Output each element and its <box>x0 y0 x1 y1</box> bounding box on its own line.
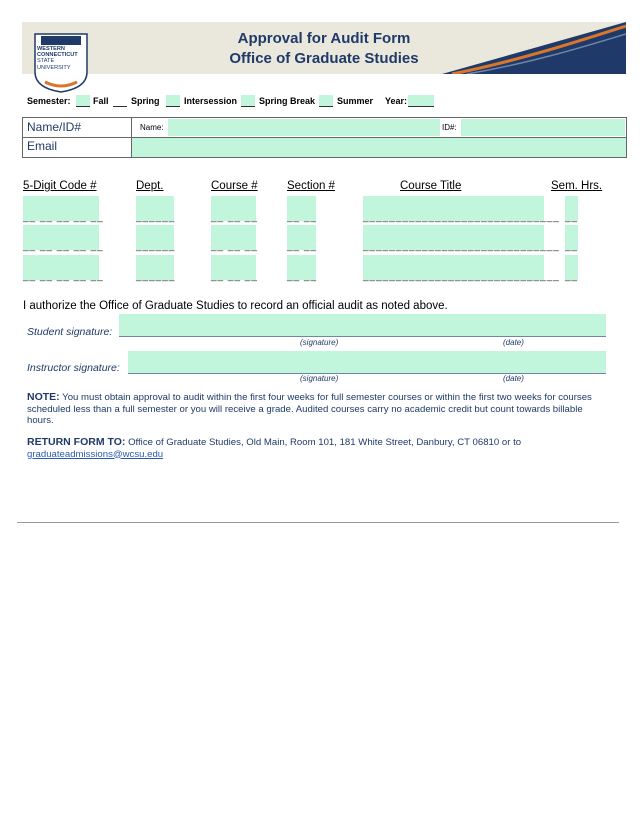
semester-label: Semester: <box>27 96 71 106</box>
student-info-table <box>22 117 627 158</box>
dept-input[interactable]: ______ <box>136 255 174 280</box>
return-form-paragraph <box>27 437 602 460</box>
logo-wordmark: WESTERN CONNECTICUT STATE UNIVERSITY <box>37 46 78 71</box>
fall-label: Fall <box>93 96 109 106</box>
spring-break-checkbox[interactable] <box>241 95 255 107</box>
note-paragraph <box>27 392 602 427</box>
id-field-label: ID#: <box>442 123 457 132</box>
header-sem-hrs: Sem. Hrs. <box>551 180 603 192</box>
email-link[interactable]: graduateadmissions@wcsu.edu <box>27 448 164 460</box>
note-text: You must obtain approval to audit within the first four weeks for full semester courses or within the first two weeks for courses scheduled less than a full semester or you will receive a grade. Audited courses carry no academic credit but count towards billable hours. <box>27 392 592 426</box>
summer-label: Summer <box>337 96 374 106</box>
email-label: Email <box>27 139 58 153</box>
note-label: NOTE: <box>27 391 60 403</box>
name-field-label: Name: <box>140 123 164 132</box>
code-input[interactable]: __ __ __ __ __ <box>23 255 99 280</box>
intersession-checkbox[interactable] <box>166 95 180 107</box>
header-code: 5-Digit Code # <box>23 180 97 192</box>
return-form-text: Office of Graduate Studies, Old Main, Room 101, 181 White Street, Danbury, CT 06810 or to <box>128 437 522 448</box>
email-input[interactable] <box>132 138 626 157</box>
footer-divider <box>17 522 619 523</box>
section-input[interactable]: __ __ <box>287 255 316 280</box>
date-caption: (date) <box>503 374 524 383</box>
spring-break-label: Spring Break <box>259 96 316 106</box>
spring-checkbox[interactable] <box>113 95 127 107</box>
section-input[interactable]: __ __ <box>287 196 316 221</box>
course-title-input[interactable]: ______________________________ <box>363 196 544 221</box>
course-number-input[interactable]: __ __ __ <box>211 255 256 280</box>
instructor-signature-input[interactable] <box>128 351 606 374</box>
header-course-number: Course # <box>211 180 258 192</box>
form-header <box>22 22 626 74</box>
name-id-label: Name/ID# <box>27 120 82 134</box>
signature-caption: (signature) <box>300 374 339 383</box>
authorization-statement: I authorize the Office of Graduate Studies to record an official audit as noted above. <box>23 300 448 312</box>
return-form-label: RETURN FORM TO: <box>27 436 126 448</box>
header-course-title: Course Title <box>400 180 462 192</box>
section-input[interactable]: __ __ <box>287 225 316 250</box>
sem-hrs-input[interactable]: __ <box>565 196 578 221</box>
name-input[interactable] <box>168 119 440 136</box>
header-section: Section # <box>287 180 335 192</box>
year-label: Year: <box>385 96 408 106</box>
dept-input[interactable]: ______ <box>136 196 174 221</box>
date-caption: (date) <box>503 338 524 347</box>
student-signature-label: Student signature: <box>27 326 113 338</box>
intersession-label: Intersession <box>184 96 238 106</box>
title-line-1: Approval for Audit Form <box>237 30 411 47</box>
signature-caption: (signature) <box>300 338 339 347</box>
student-signature-input[interactable] <box>119 314 606 337</box>
course-number-input[interactable]: __ __ __ <box>211 196 256 221</box>
sem-hrs-input[interactable]: __ <box>565 225 578 250</box>
id-input[interactable] <box>461 119 625 136</box>
summer-checkbox[interactable] <box>319 95 333 107</box>
sem-hrs-input[interactable]: __ <box>565 255 578 280</box>
code-input[interactable]: __ __ __ __ __ <box>23 225 99 250</box>
code-input[interactable]: __ __ __ __ __ <box>23 196 99 221</box>
spring-label: Spring <box>131 96 160 106</box>
year-input[interactable] <box>408 95 434 107</box>
header-dept: Dept. <box>136 180 164 192</box>
instructor-signature-label: Instructor signature: <box>27 362 120 374</box>
page-title <box>22 29 626 69</box>
course-title-input[interactable]: ______________________________ <box>363 255 544 280</box>
course-title-input[interactable]: ______________________________ <box>363 225 544 250</box>
fall-checkbox[interactable] <box>76 95 90 107</box>
course-number-input[interactable]: __ __ __ <box>211 225 256 250</box>
dept-input[interactable]: ______ <box>136 225 174 250</box>
title-line-2: Office of Graduate Studies <box>229 50 419 67</box>
